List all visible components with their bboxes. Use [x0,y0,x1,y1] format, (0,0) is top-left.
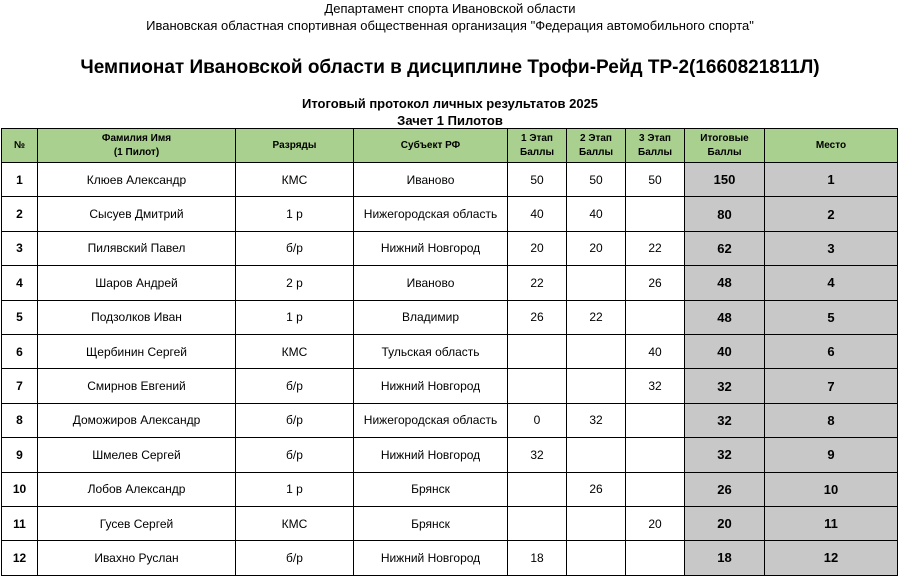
department-name: Департамент спорта Ивановской области [324,1,576,16]
col-header-place: Место [765,129,898,163]
cell-num: 4 [2,266,38,300]
cell-region: Нижний Новгород [354,438,508,472]
cell-region: Брянск [354,506,508,540]
cell-stage1: 20 [508,231,567,265]
cell-total: 48 [685,300,765,334]
table-row [2,403,898,437]
cell-stage3: 50 [626,163,685,197]
table-row [2,506,898,540]
cell-total: 20 [685,506,765,540]
cell-stage3 [626,403,685,437]
cell-stage2: 50 [567,163,626,197]
cell-stage1 [508,472,567,506]
cell-name: Пилявский Павел [38,231,236,265]
cell-region: Нижний Новгород [354,231,508,265]
table-row [2,334,898,368]
table-header-row [2,129,898,163]
cell-total: 32 [685,438,765,472]
cell-num: 11 [2,506,38,540]
cell-region: Иваново [354,266,508,300]
col-header-total: Итоговые Баллы [685,129,765,163]
results-table [1,128,898,576]
cell-place: 4 [765,266,898,300]
table-row [2,472,898,506]
cell-num: 7 [2,369,38,403]
cell-rank: б/р [236,403,354,437]
cell-stage1: 32 [508,438,567,472]
cell-total: 48 [685,266,765,300]
cell-rank: 1 р [236,300,354,334]
col-header-stage1: 1 Этап Баллы [508,129,567,163]
cell-rank: б/р [236,369,354,403]
cell-stage2 [567,541,626,575]
col-header-rank: Разряды [236,129,354,163]
cell-stage1 [508,369,567,403]
cell-rank: КМС [236,506,354,540]
table-row [2,300,898,334]
cell-name: Ивахно Руслан [38,541,236,575]
cell-rank: б/р [236,541,354,575]
cell-stage2 [567,266,626,300]
cell-rank: 2 р [236,266,354,300]
cell-region: Нижний Новгород [354,369,508,403]
cell-total: 32 [685,369,765,403]
cell-stage2: 26 [567,472,626,506]
cell-place: 8 [765,403,898,437]
cell-total: 40 [685,334,765,368]
cell-total: 18 [685,541,765,575]
cell-name: Гусев Сергей [38,506,236,540]
cell-rank: КМС [236,334,354,368]
cell-stage2 [567,369,626,403]
cell-stage3 [626,300,685,334]
col-header-region: Субъект РФ [354,129,508,163]
col-header-stage2: 2 Этап Баллы [567,129,626,163]
cell-total: 80 [685,197,765,231]
col-header-stage3: 3 Этап Баллы [626,129,685,163]
cell-place: 7 [765,369,898,403]
cell-num: 6 [2,334,38,368]
cell-stage3: 26 [626,266,685,300]
cell-num: 9 [2,438,38,472]
cell-stage2: 20 [567,231,626,265]
classification-title: Зачет 1 Пилотов [397,114,503,127]
cell-stage1: 18 [508,541,567,575]
col-header-num: № [2,129,38,163]
cell-name: Доможиров Александр [38,403,236,437]
championship-title: Чемпионат Ивановской области в дисциплине Трофи-Рейд ТР-2(1660821811Л) [80,57,820,78]
table-row [2,197,898,231]
cell-name: Клюев Александр [38,163,236,197]
cell-stage2: 32 [567,403,626,437]
cell-total: 32 [685,403,765,437]
cell-stage3: 20 [626,506,685,540]
cell-stage3 [626,541,685,575]
cell-stage1: 26 [508,300,567,334]
cell-stage1: 22 [508,266,567,300]
cell-name: Сысуев Дмитрий [38,197,236,231]
cell-region: Иваново [354,163,508,197]
cell-name: Подзолков Иван [38,300,236,334]
cell-name: Шаров Андрей [38,266,236,300]
cell-stage2 [567,334,626,368]
cell-stage2: 40 [567,197,626,231]
organization-name: Ивановская областная спортивная общественная организация "Федерация автомобильного спорта" [146,18,754,33]
cell-num: 3 [2,231,38,265]
cell-total: 150 [685,163,765,197]
cell-stage3 [626,438,685,472]
cell-place: 6 [765,334,898,368]
cell-place: 11 [765,506,898,540]
cell-place: 9 [765,438,898,472]
cell-rank: б/р [236,438,354,472]
table-row [2,231,898,265]
cell-region: Владимир [354,300,508,334]
cell-stage3 [626,472,685,506]
cell-name: Смирнов Евгений [38,369,236,403]
cell-num: 12 [2,541,38,575]
col-header-name: Фамилия Имя (1 Пилот) [38,129,236,163]
cell-place: 2 [765,197,898,231]
cell-name: Щербинин Сергей [38,334,236,368]
cell-region: Нижегородская область [354,197,508,231]
cell-total: 26 [685,472,765,506]
cell-place: 12 [765,541,898,575]
table-row [2,541,898,575]
cell-total: 62 [685,231,765,265]
cell-place: 5 [765,300,898,334]
cell-stage3 [626,197,685,231]
cell-region: Нижегородская область [354,403,508,437]
cell-rank: КМС [236,163,354,197]
cell-stage1 [508,506,567,540]
cell-stage2 [567,438,626,472]
table-row [2,163,898,197]
cell-stage2 [567,506,626,540]
cell-stage1: 40 [508,197,567,231]
cell-num: 8 [2,403,38,437]
cell-stage2: 22 [567,300,626,334]
cell-stage3: 32 [626,369,685,403]
cell-name: Шмелев Сергей [38,438,236,472]
cell-rank: 1 р [236,197,354,231]
cell-rank: б/р [236,231,354,265]
cell-region: Нижний Новгород [354,541,508,575]
cell-stage1: 0 [508,403,567,437]
cell-rank: 1 р [236,472,354,506]
cell-stage3: 40 [626,334,685,368]
cell-name: Лобов Александр [38,472,236,506]
cell-stage1 [508,334,567,368]
cell-place: 1 [765,163,898,197]
cell-num: 1 [2,163,38,197]
cell-region: Тульская область [354,334,508,368]
cell-num: 5 [2,300,38,334]
cell-num: 10 [2,472,38,506]
cell-place: 10 [765,472,898,506]
cell-region: Брянск [354,472,508,506]
table-row [2,438,898,472]
cell-stage3: 22 [626,231,685,265]
cell-num: 2 [2,197,38,231]
table-row [2,369,898,403]
table-row [2,266,898,300]
protocol-title: Итоговый протокол личных результатов 2025 [301,96,599,111]
cell-stage1: 50 [508,163,567,197]
cell-place: 3 [765,231,898,265]
